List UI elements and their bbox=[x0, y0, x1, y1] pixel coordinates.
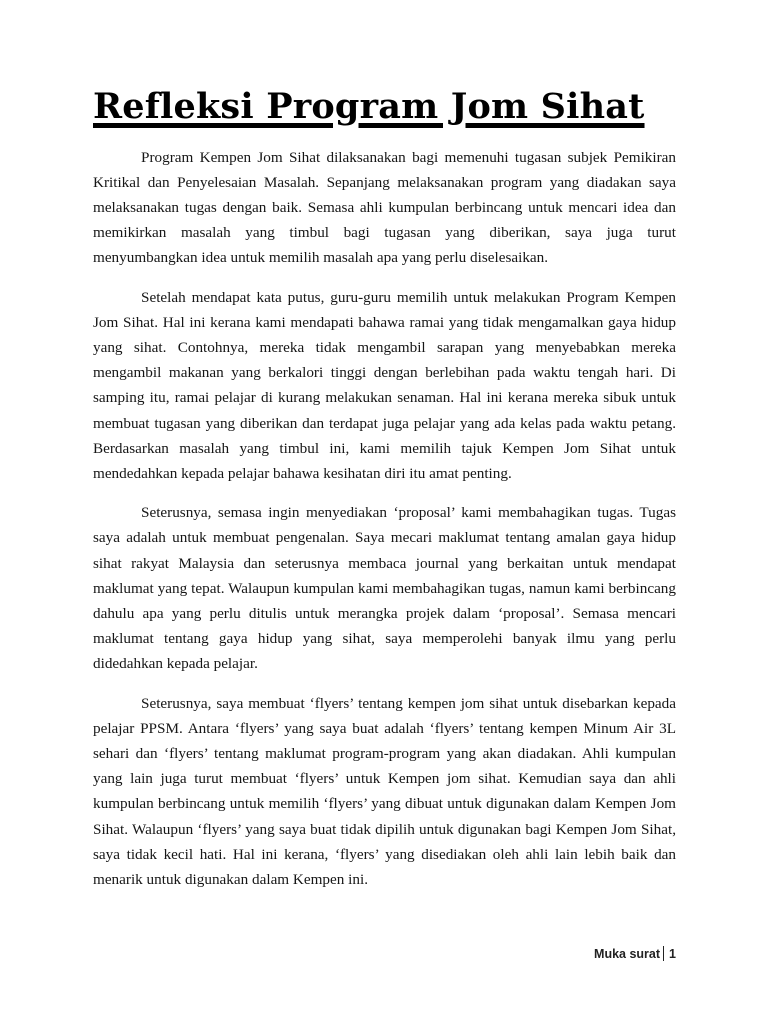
paragraph-3: Seterusnya, semasa ingin menyediakan ‘proposal’ kami membahagikan tugas. Tugas saya adalah untuk membuat pengenalan. Saya mecari maklumat tentang amalan gaya hidup sihat rakyat Malaysia dan seterusnya membaca journal yang berkaitan untuk mendapat maklumat yang tepat. Walaupun kumpulan kami membahagikan tugas, namun kami berbincang dahulu apa yang perlu ditulis untuk merangka projek dalam ‘proposal’. Semasa mencari maklumat tentang gaya hidup yang sihat, saya memperolehi banyak ilmu yang perlu didedahkan kepada pelajar. bbox=[93, 504, 676, 673]
footer-divider bbox=[663, 946, 664, 961]
page-label: Muka surat bbox=[594, 947, 661, 961]
paragraph-2: Setelah mendapat kata putus, guru-guru memilih untuk melakukan Program Kempen Jom Sihat. Hal ini kerana kami mendapati bahawa ramai yang tidak mengamalkan gaya hidup yang sihat. Contohnya, mereka tidak mengambil sarapan yang menyebabkan mereka mengambil makanan yang berkalori tinggi dengan berlebihan pada waktu tengah hari. Di samping itu, ramai pelajar di kurang melakukan senaman. Hal ini kerana mereka sibuk untuk membuat tugasan yang diberikan dan terdapat juga pelajar yang ada kelas pada waktu petang. Berdasarkan masalah yang timbul ini, kami memilih tajuk Kempen Jom Sihat untuk mendedahkan kepada pelajar bahawa kesihatan diri itu amat penting. bbox=[93, 288, 676, 482]
page-footer bbox=[594, 946, 676, 961]
document-title: Refleksi Program Jom Sihat bbox=[93, 86, 645, 127]
paragraph-4: Seterusnya, saya membuat ‘flyers’ tentang kempen jom sihat untuk disebarkan kepada pelajar PPSM. Antara ‘flyers’ yang saya buat adalah ‘flyers’ tentang kempen Minum Air 3L sehari dan ‘flyers’ tentang maklumat program-program yang akan diadakan. Ahli kumpulan yang lain juga turut membuat ‘flyers’ untuk Kempen jom sihat. Kemudian saya dan ahli kumpulan berbincang untuk memilih ‘flyers’ yang dibuat untuk digunakan dalam Kempen Jom Sihat. Walaupun ‘flyers’ yang saya buat tidak dipilih untuk digunakan bagi Kempen Jom Sihat, saya tidak kecil hati. Hal ini kerana, ‘flyers’ yang disediakan oleh ahli lain lebih baik dan menarik untuk digunakan dalam Kempen ini. bbox=[93, 694, 676, 888]
paragraph-1: Program Kempen Jom Sihat dilaksanakan bagi memenuhi tugasan subjek Pemikiran Kritikal dan Penyelesaian Masalah. Sepanjang melaksanakan program yang diadakan saya melaksanakan tugas dengan baik. Semasa ahli kumpulan berbincang untuk mencari idea dan memikirkan masalah yang timbul bagi tugasan yang diberikan, saya juga turut menyumbangkan idea untuk memilih masalah apa yang perlu diselesaikan. bbox=[93, 148, 676, 267]
document-body bbox=[93, 145, 676, 893]
page-number: 1 bbox=[669, 947, 676, 961]
